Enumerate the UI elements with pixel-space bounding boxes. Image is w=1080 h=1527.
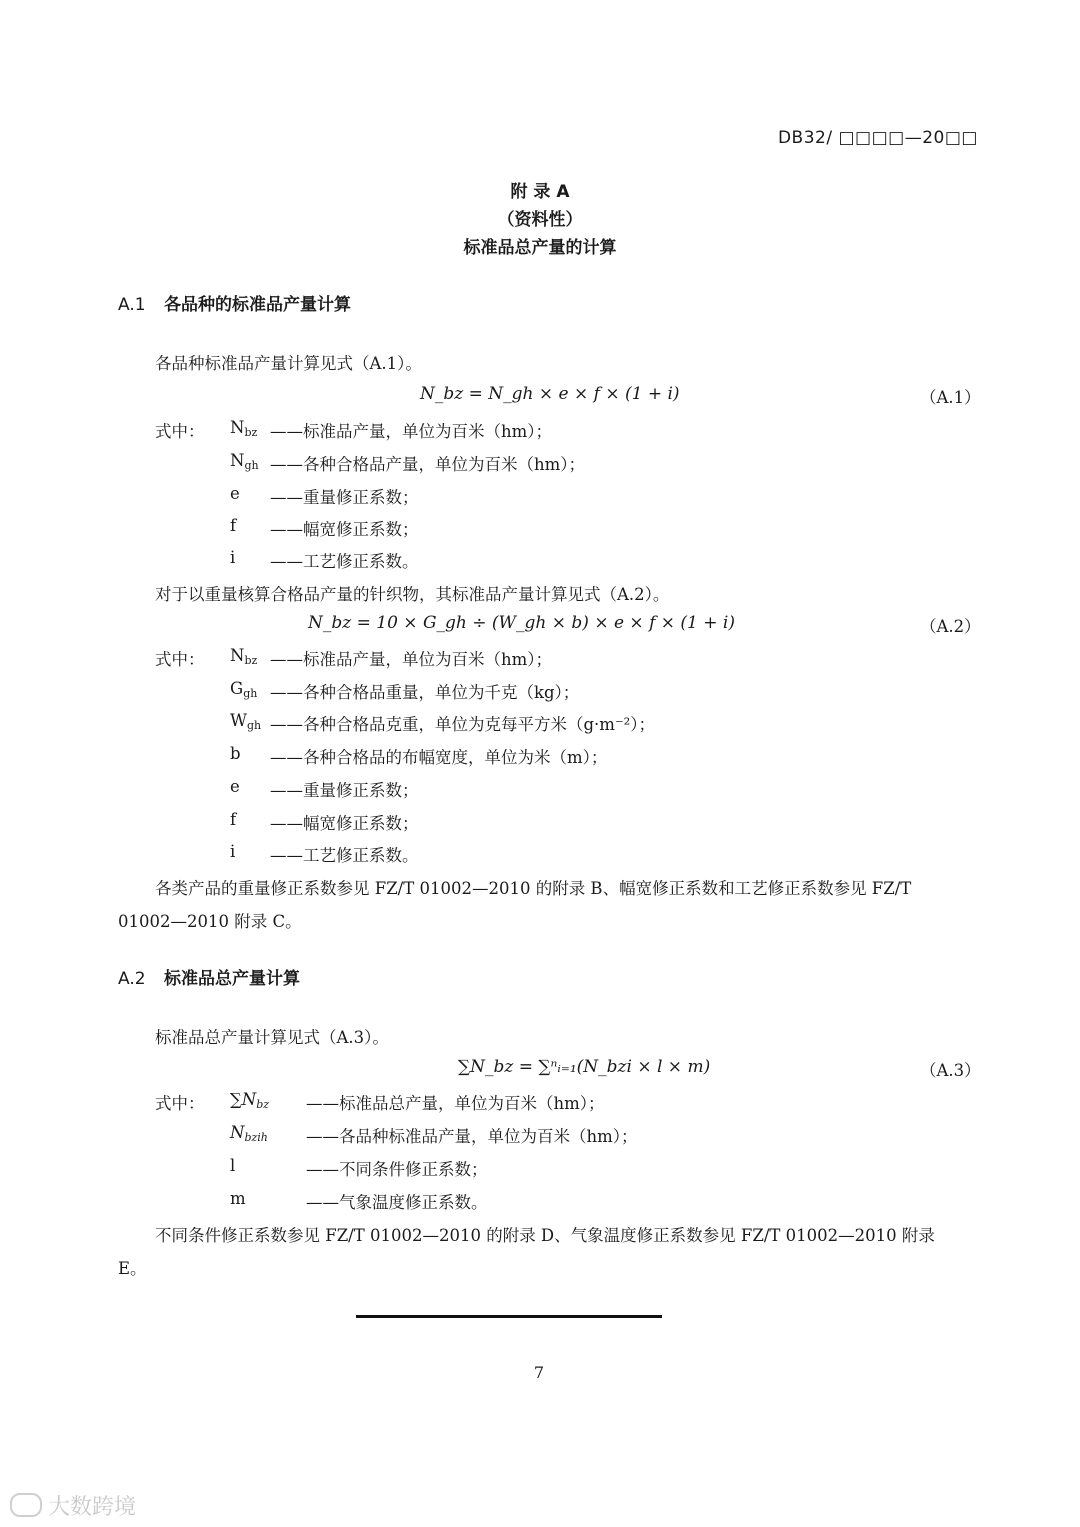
variable-description: ——各种合格品重量，单位为千克（kg）；: [270, 683, 580, 702]
paragraph-note-a2-cont: E。: [118, 1259, 147, 1278]
paragraph-intro-a1: 各品种标准品产量计算见式（A.1）。: [155, 354, 422, 373]
section-heading-a2: [118, 964, 300, 989]
formula-a1: N_bz = N_gh × e × f × (1 + i): [420, 384, 680, 404]
equation-number-a1: （A.1）: [920, 388, 981, 407]
watermark-logo-icon: [10, 1493, 42, 1517]
paragraph-note-a1-cont: 01002—2010 附录 C。: [118, 912, 302, 931]
variable-symbol: m: [230, 1189, 246, 1208]
formula-a3: ∑N_bz = ∑ⁿᵢ₌₁(N_bzi × l × m): [458, 1057, 711, 1077]
formula-a2: N_bz = 10 × G_gh ÷ (W_gh × b) × e × f × (1 + i): [308, 613, 735, 633]
section-number: A.2: [118, 969, 146, 989]
variable-description: ——重量修正系数；: [270, 781, 419, 800]
variable-description: ——重量修正系数；: [270, 488, 419, 507]
equation-number-a2: （A.2）: [920, 617, 981, 636]
variable-symbol: i: [230, 548, 236, 567]
annex-nature: （资料性）: [497, 210, 583, 230]
paragraph-note-a2: 不同条件修正系数参见 FZ/T 01002—2010 的附录 D、气象温度修正系数参见 FZ/T 01002—2010 附录: [155, 1226, 935, 1245]
variable-symbol: $N_{bz}$: [230, 646, 258, 667]
variable-description: ——各品种标准品产量，单位为百米（hm）；: [306, 1127, 638, 1146]
variable-description: ——幅宽修正系数；: [270, 520, 419, 539]
where-label: 式中：: [155, 650, 205, 669]
paragraph-intro-a3: 标准品总产量计算见式（A.3）。: [155, 1028, 389, 1047]
annex-subject: 标准品总产量的计算: [463, 238, 617, 258]
variable-description: ——工艺修正系数。: [270, 846, 419, 865]
section-title: 标准品总产量计算: [164, 969, 300, 989]
variable-description: ——标准品产量，单位为百米（hm）；: [270, 422, 553, 441]
variable-symbol: f: [230, 810, 237, 829]
variable-symbol: $G_{gh}$: [230, 679, 258, 700]
variable-description: ——工艺修正系数。: [270, 552, 419, 571]
variable-description: ——各种合格品克重，单位为克每平方米（g·m⁻²）；: [270, 715, 656, 734]
variable-symbol: i: [230, 842, 236, 861]
paragraph-note-a1: 各类产品的重量修正系数参见 FZ/T 01002—2010 的附录 B、幅宽修正系数和工艺修正系数参见 FZ/T: [155, 879, 912, 898]
section-title: 各品种的标准品产量计算: [164, 295, 351, 315]
where-label: 式中：: [155, 422, 205, 441]
variable-symbol: $N_{bzih}$: [230, 1123, 268, 1144]
variable-description: ——幅宽修正系数；: [270, 814, 419, 833]
variable-symbol: e: [230, 777, 240, 796]
variable-description: ——标准品总产量，单位为百米（hm）；: [306, 1094, 605, 1113]
variable-description: ——各种合格品的布幅宽度，单位为米（m）；: [270, 748, 608, 767]
document-number: DB32/ □□□□—20□□: [777, 128, 978, 148]
where-label: 式中：: [155, 1094, 205, 1113]
end-rule: [356, 1315, 662, 1318]
annex-title: 附 录 A: [510, 182, 570, 202]
variable-description: ——标准品产量，单位为百米（hm）；: [270, 650, 553, 669]
watermark: [10, 1490, 136, 1521]
paragraph-intro2-a1: 对于以重量核算合格品产量的针织物，其标准品产量计算见式（A.2）。: [155, 585, 670, 604]
variable-description: ——气象温度修正系数。: [306, 1193, 488, 1212]
section-number: A.1: [118, 295, 146, 315]
watermark-text: 大数跨境: [48, 1495, 137, 1520]
variable-symbol: $\sum N_{bz}$: [230, 1090, 270, 1111]
variable-description: ——各种合格品产量，单位为百米（hm）；: [270, 455, 586, 474]
equation-number-a3: （A.3）: [920, 1061, 981, 1080]
variable-symbol: $N_{gh}$: [230, 451, 259, 472]
variable-symbol: $W_{gh}$: [230, 711, 262, 732]
section-heading-a1: [118, 290, 351, 315]
variable-symbol: l: [230, 1156, 236, 1175]
variable-symbol: f: [230, 516, 237, 535]
page-number: 7: [533, 1363, 545, 1382]
variable-description: ——不同条件修正系数；: [306, 1160, 488, 1179]
variable-symbol: $N_{bz}$: [230, 418, 258, 439]
variable-symbol: e: [230, 484, 240, 503]
variable-symbol: b: [230, 744, 241, 763]
